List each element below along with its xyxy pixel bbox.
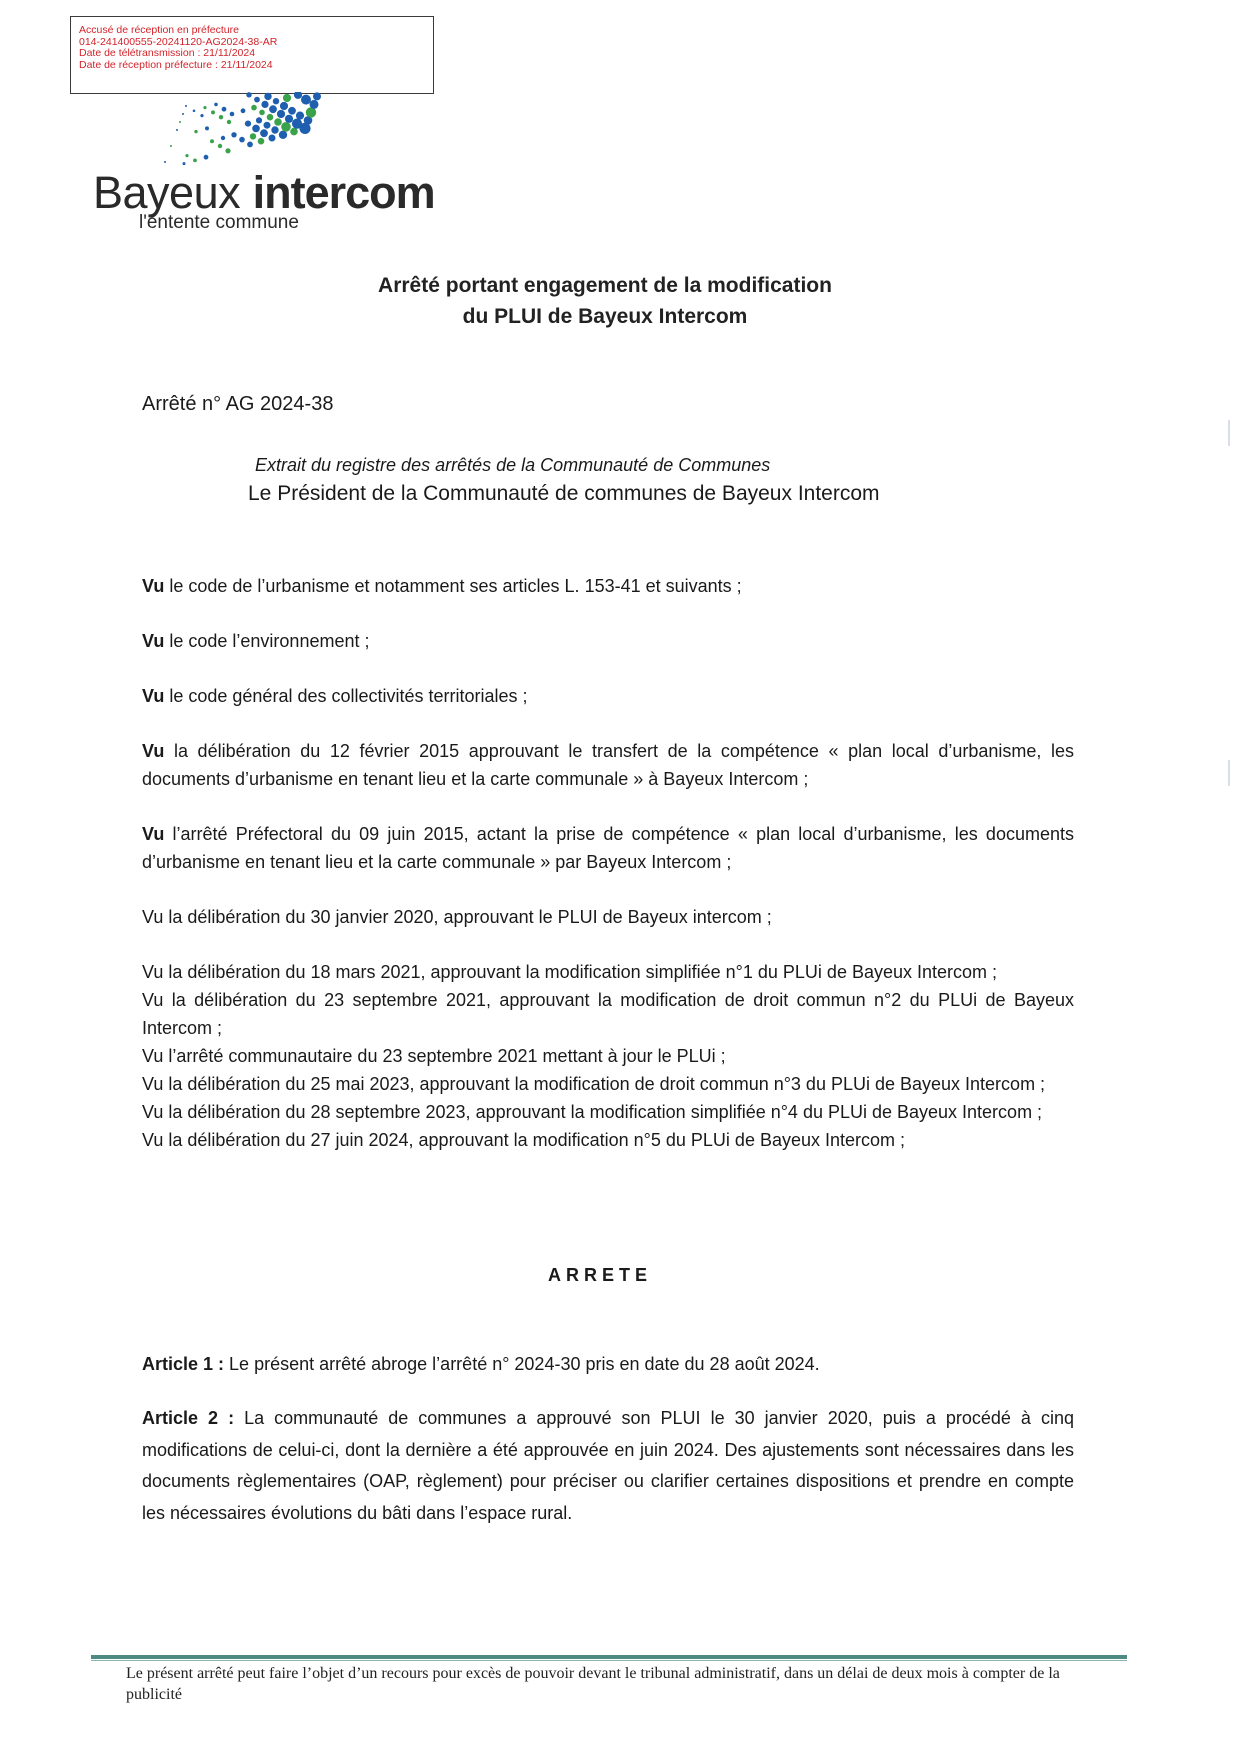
logo-dot — [279, 131, 287, 139]
logo-dot — [288, 107, 296, 115]
logo-dot — [183, 162, 186, 165]
vu-label: Vu — [142, 824, 165, 844]
vu-label: Vu — [142, 686, 165, 706]
logo-dot — [246, 92, 251, 97]
logo-dot — [292, 119, 302, 129]
consideration-2 — [142, 627, 1074, 655]
title-line: Arrêté portant engagement de la modification — [378, 274, 832, 297]
logo-dot — [313, 92, 321, 100]
footer-divider — [91, 1655, 1127, 1659]
scan-margin-mark — [1228, 420, 1230, 446]
logo-word-light: Bayeux — [93, 167, 241, 218]
logo-dot — [258, 138, 265, 145]
logo-dot — [182, 113, 184, 115]
logo-dot — [281, 122, 291, 132]
consideration-text: le code l’environnement ; — [169, 631, 370, 651]
logo-dot — [277, 110, 285, 118]
consideration-6: Vu la délibération du 30 janvier 2020, approuvant le PLUI de Bayeux intercom ; — [142, 907, 772, 927]
logo-dot — [274, 118, 282, 126]
decree-reference: Arrêté n° AG 2024-38 — [142, 393, 334, 415]
logo-dot — [310, 100, 319, 109]
logo-dot — [219, 115, 223, 119]
consideration-12: Vu la délibération du 27 juin 2024, approuvant la modification n°5 du PLUi de Bayeux Intercom ; — [142, 1130, 906, 1150]
logo-dot — [225, 148, 230, 153]
logo-dot — [221, 136, 225, 140]
logo-dot — [250, 133, 256, 139]
vu-label: Vu — [142, 576, 165, 596]
logo-dot — [261, 101, 268, 108]
article-text: Le présent arrêté abroge l’arrêté n° 2024-30 pris en date du 28 août 2024. — [229, 1354, 820, 1374]
footer-divider-thin — [91, 1660, 1127, 1661]
logo-word-bold: intercom — [252, 167, 435, 218]
logo-dot — [231, 132, 236, 137]
consideration-1 — [142, 572, 1074, 600]
reception-stamp — [70, 16, 434, 94]
logo-dot — [264, 122, 271, 129]
logo-dot — [193, 110, 196, 113]
consideration-4 — [142, 737, 1074, 793]
logo-dot — [260, 129, 268, 137]
logo-dot — [230, 112, 235, 117]
logo-dot — [210, 139, 214, 143]
logo-dot — [254, 97, 260, 103]
consideration-5 — [142, 820, 1074, 876]
article-text: La communauté de communes a approuvé son PLUI le 30 janvier 2020, puis a procédé à cinq modifications de celui-ci, dont la dernière a été approuvée en juin 2024. Des ajustements sont nécessaires dans les documents règlementaires (OAP, règlement) pour préciser ou clarifier certaines dispositions et prendre en compte les nécessaires évolutions du bâti dans l’espace rural. — [142, 1408, 1074, 1523]
title-line: du PLUI de Bayeux Intercom — [462, 305, 748, 328]
logo-dot — [283, 94, 291, 102]
logo-dot — [267, 114, 274, 121]
logo-dot — [252, 125, 260, 133]
decision-heading: ARRETE — [547, 1265, 652, 1285]
logo-dot — [203, 106, 206, 109]
logo-dot — [204, 155, 209, 160]
consideration-text: la délibération du 12 février 2015 approuvant le transfert de la compétence « plan local d’urbanisme, les documents d’urbanisme en tenant lieu et la carte communale » à Bayeux Intercom ; — [142, 741, 1074, 789]
logo-wordmark — [93, 168, 435, 218]
logo-dot — [185, 105, 187, 107]
document-title — [300, 270, 910, 332]
stamp-line: 014-241400555-20241120-AG2024-38-AR — [79, 35, 278, 48]
logo-tagline: l'entente commune — [139, 212, 299, 233]
logo-dot — [247, 142, 253, 148]
logo-dot — [176, 129, 178, 131]
logo-dot — [280, 102, 288, 110]
consideration-text: le code de l’urbanisme et notamment ses articles L. 153-41 et suivants ; — [169, 576, 742, 596]
logo-dot — [211, 110, 215, 114]
consideration-list — [142, 958, 1074, 1154]
logo-dot — [239, 137, 245, 143]
logo-dot — [269, 105, 277, 113]
consideration-8: Vu la délibération du 23 septembre 2021, approuvant la modification de droit commun n°2 du PLUi de Bayeux Intercom ; — [142, 990, 1074, 1038]
logo-dots-icon — [152, 92, 382, 176]
president-line: Le Président de la Communauté de communes de Bayeux Intercom — [248, 482, 880, 505]
logo-dot — [290, 128, 298, 136]
consideration-text: l’arrêté Préfectoral du 09 juin 2015, actant la prise de compétence « plan local d’urbanisme, les documents d’urbanisme en tenant lieu et la carte communale » par Bayeux Intercom ; — [142, 824, 1074, 872]
scan-margin-mark — [1228, 760, 1230, 786]
consideration-text: le code général des collectivités territoriales ; — [169, 686, 528, 706]
logo-dot — [193, 159, 197, 163]
logo-dot — [170, 145, 172, 147]
logo-dot — [264, 93, 271, 100]
logo-dot — [205, 126, 209, 130]
stamp-line: Date de télétransmission : 21/11/2024 — [79, 47, 256, 59]
logo-dot — [259, 110, 265, 116]
logo-dot — [214, 103, 218, 107]
stamp-line: Date de réception préfecture : 21/11/2024 — [79, 58, 273, 71]
logo-dot — [218, 144, 222, 148]
vu-label: Vu — [142, 631, 165, 651]
logo-dot — [164, 161, 166, 163]
logo-dot — [296, 112, 304, 120]
logo-dot — [222, 107, 227, 112]
logo-dot — [285, 115, 293, 123]
consideration-3 — [142, 682, 1074, 710]
logo-dot — [294, 92, 302, 99]
consideration-10: Vu la délibération du 25 mai 2023, approuvant la modification de droit commun n°3 du PLUi de Bayeux Intercom ; — [142, 1074, 1046, 1094]
logo-dot — [241, 108, 246, 113]
logo-dot — [273, 98, 279, 104]
logo-dot — [269, 135, 276, 142]
registry-extract: Extrait du registre des arrêtés de la Communauté de Communes — [255, 455, 771, 475]
logo-dot — [179, 121, 181, 123]
article-label: Article 2 : — [142, 1408, 235, 1428]
logo-dot — [194, 130, 197, 133]
logo-dot — [200, 114, 203, 117]
bayeux-intercom-logo — [92, 92, 435, 238]
consideration-7: Vu la délibération du 18 mars 2021, approuvant la modification simplifiée n°1 du PLUi de Bayeux Intercom ; — [142, 962, 998, 982]
logo-dot — [251, 105, 257, 111]
logo-dot — [271, 126, 278, 133]
logo-dot — [301, 95, 311, 105]
vu-label: Vu — [142, 741, 165, 761]
consideration-9: Vu l’arrêté communautaire du 23 septembre 2021 mettant à jour le PLUi ; — [142, 1046, 726, 1066]
article-1 — [142, 1350, 1074, 1378]
article-2 — [142, 1403, 1074, 1529]
consideration-11: Vu la délibération du 28 septembre 2023, approuvant la modification simplifiée n°4 du PLUi de Bayeux Intercom ; — [142, 1102, 1043, 1122]
stamp-line: Accusé de réception en préfecture — [79, 24, 239, 36]
logo-dot — [245, 121, 251, 127]
logo-dot — [185, 154, 188, 157]
article-label: Article 1 : — [142, 1354, 225, 1374]
logo-dot — [227, 120, 231, 124]
footer-note: Le présent arrêté peut faire l’objet d’un recours pour excès de pouvoir devant le tribunal administratif, dans un délai de deux mois à compter de la publicité — [126, 1665, 1060, 1703]
logo-dot — [256, 117, 262, 123]
